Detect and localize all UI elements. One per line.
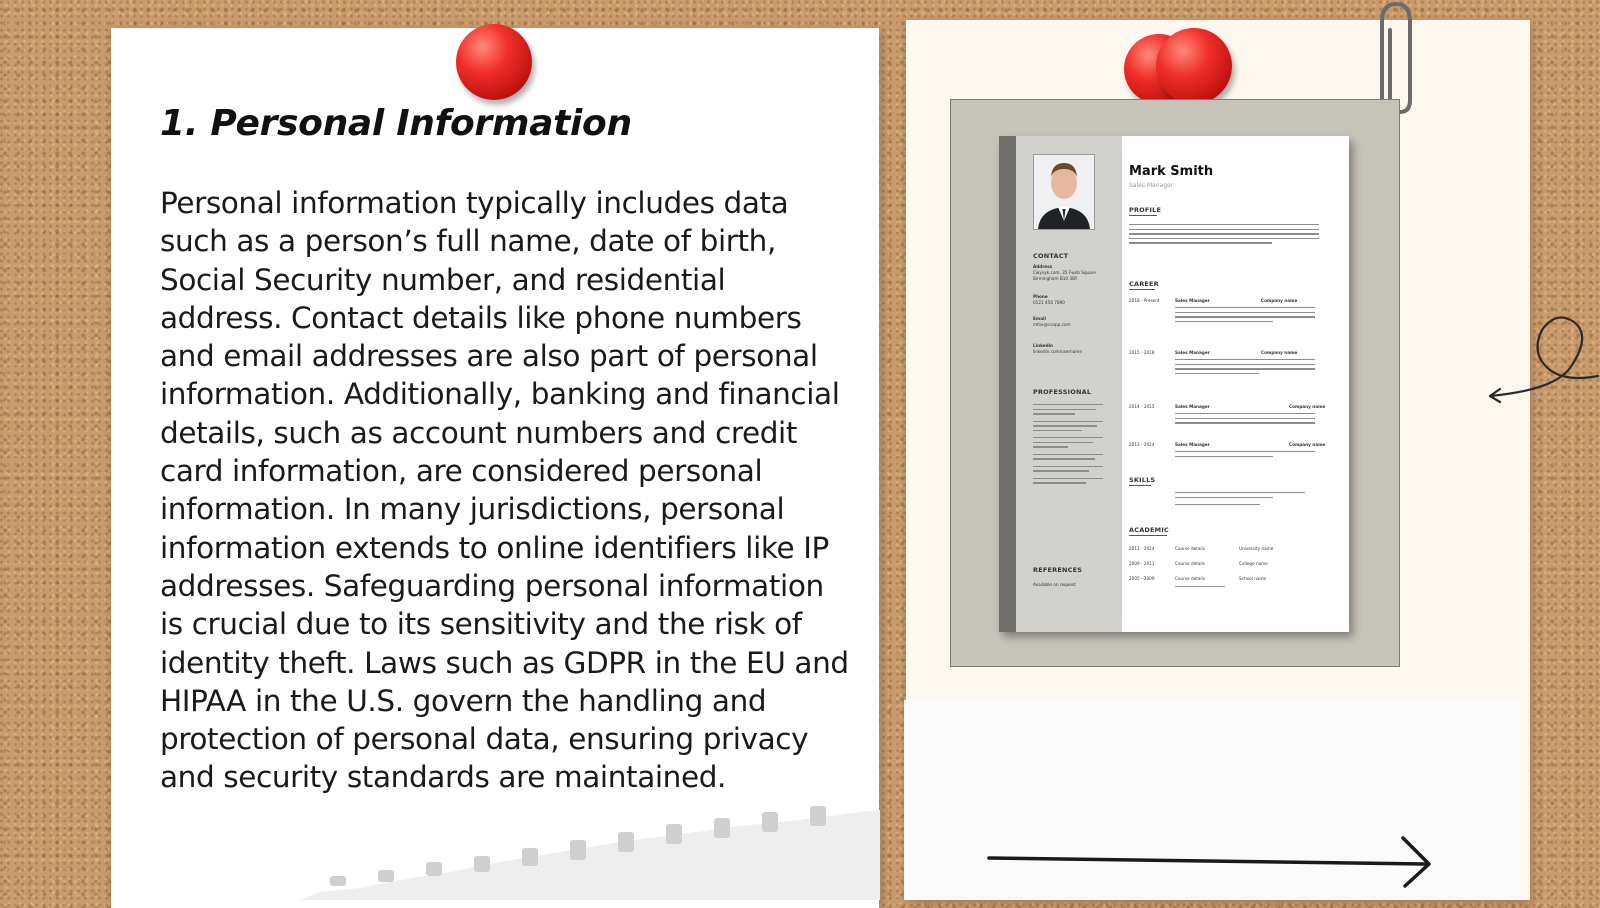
- resume-academic-school: School name: [1239, 576, 1267, 581]
- resume-academic-course: Course details: [1175, 546, 1205, 551]
- resume-phone-value: 0121 456 7890: [1033, 300, 1065, 305]
- slide-body-text: Personal information typically includes data such as a person’s full name, date of birth, Social Security number, and residential address. Contact details like phone numbers and email addresses are also part of personal information. Additionally, banking and financial details, such as account numbers and credit card information, are considered personal information. In many jurisdictions, personal information extends to online identifiers like IP addresses. Safeguarding personal information is crucial due to its sensitivity and the risk of identity theft. Laws such as GDPR in the EU and HIPAA in the U.S. govern the handling and protection of personal data, ensuring privacy and security standards are maintained.: [160, 186, 849, 795]
- resume-career-company: Company name: [1261, 298, 1298, 303]
- resume-professional-lines: [1033, 404, 1103, 487]
- resume-email-value: mfox@cvapp.com: [1033, 322, 1071, 327]
- resume-career-role: Sales Manager: [1175, 442, 1210, 447]
- resume-career-company: Company name: [1289, 442, 1326, 447]
- resume-career-dates: 2014 - 2015: [1129, 404, 1155, 409]
- resume-linkedin-value: linkedin.com/username: [1033, 349, 1082, 354]
- resume-career-dates: 2018 - Present: [1129, 298, 1160, 303]
- resume-career-role: Sales Manager: [1175, 404, 1210, 409]
- resume-career-role: Sales Manager: [1175, 298, 1210, 303]
- resume-linkedin-label: Linkedin: [1033, 343, 1054, 348]
- curl-doodle-icon: [1470, 310, 1600, 410]
- resume-academic-school: College name: [1239, 561, 1268, 566]
- resume-career-dates: 2013 - 2014: [1129, 442, 1155, 447]
- resume-career-company: Company name: [1289, 404, 1326, 409]
- resume-sidebar-strip: [999, 136, 1016, 632]
- resume-skills-heading: SKILLS: [1129, 476, 1156, 484]
- resume-academic-dates: 2005 - 2009: [1129, 576, 1155, 581]
- resume-photo: [1033, 154, 1095, 230]
- resume-career-role: Sales Manager: [1175, 350, 1210, 355]
- resume-references-heading: REFERENCES: [1033, 566, 1083, 574]
- resume-subtitle: Sales Manager: [1129, 182, 1174, 189]
- resume-profile-heading: PROFILE: [1129, 206, 1162, 214]
- resume-contact-heading: CONTACT: [1033, 252, 1069, 260]
- push-pin-icon: [456, 24, 532, 100]
- resume-academic-course: Course details: [1175, 576, 1205, 581]
- resume-thumbnail: [999, 136, 1349, 632]
- resume-name: Mark Smith: [1129, 164, 1214, 179]
- slide-title: 1. Personal Information: [160, 103, 632, 144]
- resume-address-value: Cwyvyk.com, 35 Fwob Square Birmingham B10 3BY: [1033, 270, 1096, 281]
- resume-career-dates: 2015 - 2018: [1129, 350, 1155, 355]
- push-pin-icon: [1156, 28, 1232, 104]
- resume-references-value: Available on request: [1033, 582, 1076, 587]
- resume-career-company: Company name: [1261, 350, 1298, 355]
- resume-professional-heading: PROFESSIONAL: [1033, 388, 1092, 396]
- resume-email-label: Email: [1033, 316, 1046, 321]
- resume-career-heading: CAREER: [1129, 280, 1159, 288]
- person-photo-icon: [1034, 155, 1094, 229]
- resume-academic-heading: ACADEMIC: [1129, 526, 1169, 534]
- resume-academic-dates: 2011 - 2014: [1129, 546, 1155, 551]
- resume-phone-label: Phone: [1033, 294, 1048, 299]
- resume-profile-lines: [1129, 224, 1319, 247]
- torn-paper-edge: [300, 800, 880, 900]
- resume-address-label: Address: [1033, 264, 1053, 269]
- resume-academic-course: Course details: [1175, 561, 1205, 566]
- resume-academic-school: University name: [1239, 546, 1274, 551]
- arrow-right-icon: [985, 830, 1445, 890]
- resume-academic-dates: 2009 - 2011: [1129, 561, 1155, 566]
